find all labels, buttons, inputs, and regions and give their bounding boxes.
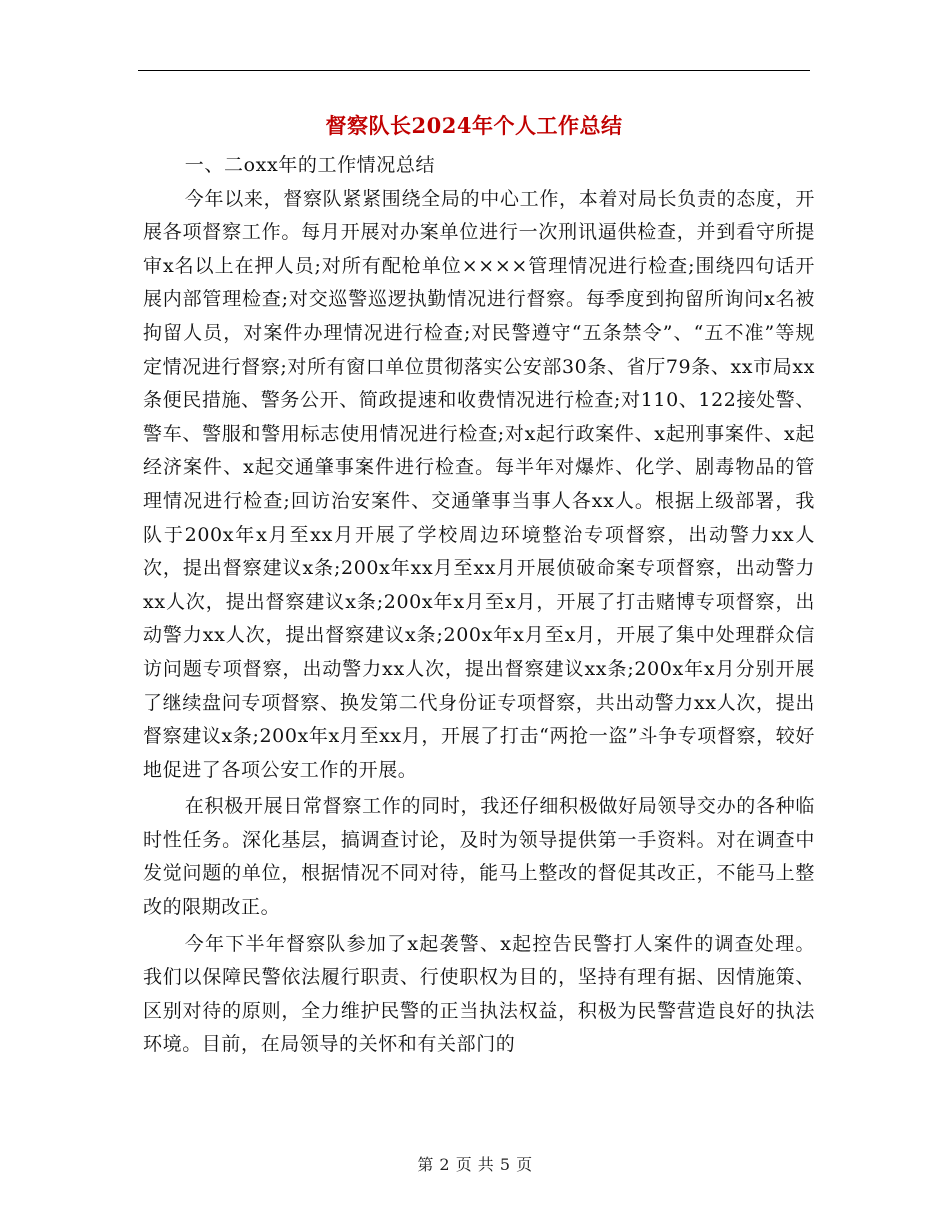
document-title: 督察队长2024年个人工作总结 [325,113,623,138]
section-heading: 一、二oxx年的工作情况总结 [184,154,436,176]
document-body [143,149,815,1065]
body-paragraph-3: 今年下半年督察队参加了x起袭警、x起控告民警打人案件的调查处理。我们以保障民警依法履行职责、行使职权为目的，坚持有理有据、因情施策、区别对待的原则，全力维护民警的正当执法权益，积极为民警营造良好的执法环境。目前，在局领导的关怀和有关部门的 [143,932,815,1056]
body-paragraph-1: 今年以来，督察队紧紧围绕全局的中心工作，本着对局长负责的态度，开展各项督察工作。每月开展对办案单位进行一次刑讯逼供检查，并到看守所提审x名以上在押人员;对所有配枪单位××××管理情况进行检查;围绕四句话开展内部管理检查;对交巡警巡逻执勤情况进行督察。每季度到拘留所询问x名被拘留人员，对案件办理情况进行检查;对民警遵守“五条禁令”、“五不准”等规定情况进行督察;对所有窗口单位贯彻落实公安部30条、省厅79条、xx市局xx条便民措施、警务公开、简政提速和收费情况进行检查;对110、122接处警、警车、警服和警用标志使用情况进行检查;对x起行政案件、x起刑事案件、x起经济案件、x起交通肇事案件进行检查。每半年对爆炸、化学、剧毒物品的管理情况进行检查;回访治安案件、交通肇事当事人各xx人。根据上级部署，我队于200x年x月至xx月开展了学校周边环境整治专项督察，出动警力xx人次，提出督察建议x条;200x年xx月至xx月开展侦破命案专项督察，出动警力xx人次，提出督察建议x条;200x年x月至x月，开展了打击赌博专项督察，出动警力xx人次，提出督察建议x条;200x年x月至x月，开展了集中处理群众信访问题专项督察，出动警力xx人次，提出督察建议xx条;200x年x月分别开展了继续盘问专项督察、换发第二代身份证专项督察，共出动警力xx人次，提出督察建议x条;200x年x月至xx月，开展了打击“两抢一盗”斗争专项督察，较好地促进了各项公安工作的开展。 [143,187,815,781]
header-rule [138,70,810,71]
page-number: 第 2 页 共 5 页 [417,1155,533,1174]
body-paragraph-2: 在积极开展日常督察工作的同时，我还仔细积极做好局领导交办的各种临时性任务。深化基层，搞调查讨论，及时为领导提供第一手资料。对在调查中发觉问题的单位，根据情况不同对待，能马上整改的督促其改正，不能马上整改的限期改正。 [143,795,815,919]
